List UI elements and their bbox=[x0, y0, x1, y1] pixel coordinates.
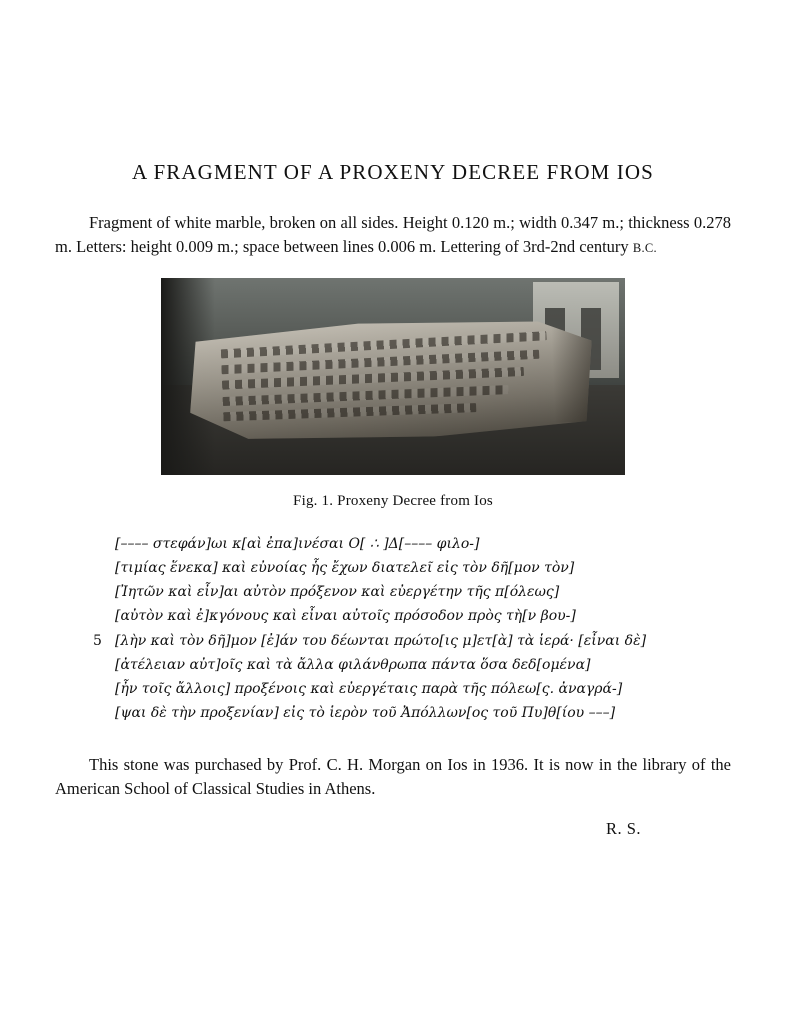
figure-block bbox=[55, 278, 731, 510]
inscription-line bbox=[93, 629, 731, 653]
intro-paragraph bbox=[55, 211, 731, 258]
inscription-line bbox=[115, 653, 731, 677]
figure-caption: Fig. 1. Proxeny Decree from Ios bbox=[293, 493, 493, 510]
intro-smallcaps: B.C. bbox=[632, 240, 657, 255]
line-text: [ἀτέλειαν αὐτ]οῖς καὶ τὰ ἄλλα φιλάνθρωπα πάντα ὅσα δεδ[ομένα] bbox=[115, 656, 591, 673]
line-text: [αὐτὸν καὶ ἐ]κγόνους καὶ εἶναι αὐτοῖς πρόσοδον πρὸς τὴ[ν βου-] bbox=[115, 608, 576, 625]
line-number: 5 bbox=[93, 632, 102, 649]
inscription-line bbox=[115, 556, 731, 580]
inscription-line bbox=[115, 604, 731, 628]
line-text: [Ἰητῶν καὶ εἶν]αι αὐτὸν πρόξενον καὶ εὐεργέτην τῆς π[όλεως] bbox=[115, 584, 560, 601]
inscription-photo bbox=[161, 278, 625, 475]
page-content bbox=[55, 160, 731, 839]
line-text: [–––– στεφάν]ωι κ[αὶ ἐπα]ινέσαι Ο[ ∴ ]Δ[–––– φιλο-] bbox=[115, 536, 480, 553]
page-title: A FRAGMENT OF A PROXENY DECREE FROM IOS bbox=[132, 160, 654, 184]
inscription-line bbox=[115, 532, 731, 556]
author-initials: R. S. bbox=[605, 818, 641, 838]
inscription-line bbox=[115, 701, 731, 725]
line-text: [τιμίας ἕνεκα] καὶ εὐνοίας ἧς ἔχων διατελεῖ εἰς τὸν δῆ[μον τὸν] bbox=[115, 560, 575, 577]
intro-text: Fragment of white marble, broken on all sides. Height 0.120 m.; width 0.347 m.; thickness 0.278 m. Letters: height 0.009 m.; space between lines 0.006 m. Lettering of 3rd-2nd century bbox=[55, 213, 731, 256]
inscription-line bbox=[115, 677, 731, 701]
inscription-text-block bbox=[55, 532, 731, 725]
inscription-line bbox=[115, 580, 731, 604]
line-text: [ἦν τοῖς ἄλλοις] προξένοις καὶ εὐεργέταις παρὰ τῆς πόλεω[ς. ἀναγρά-] bbox=[115, 680, 623, 697]
line-text: [λὴν καὶ τὸν δῆ]μον [ἐ]άν του δέωνται πρώτο[ις μ]ετ[ὰ] τὰ ἱερά· [εἶναι δὲ] bbox=[115, 632, 647, 649]
closing-paragraph: This stone was purchased by Prof. C. H. Morgan on Ios in 1936. It is now in the library of the American School of Classical Studies in Athens. bbox=[55, 754, 731, 798]
line-text: [ψαι δὲ τὴν προξενίαν] εἰς τὸ ἱερὸν τοῦ Ἀπόλλων[ος τοῦ Πυ]θ[ίου –––] bbox=[115, 704, 616, 721]
